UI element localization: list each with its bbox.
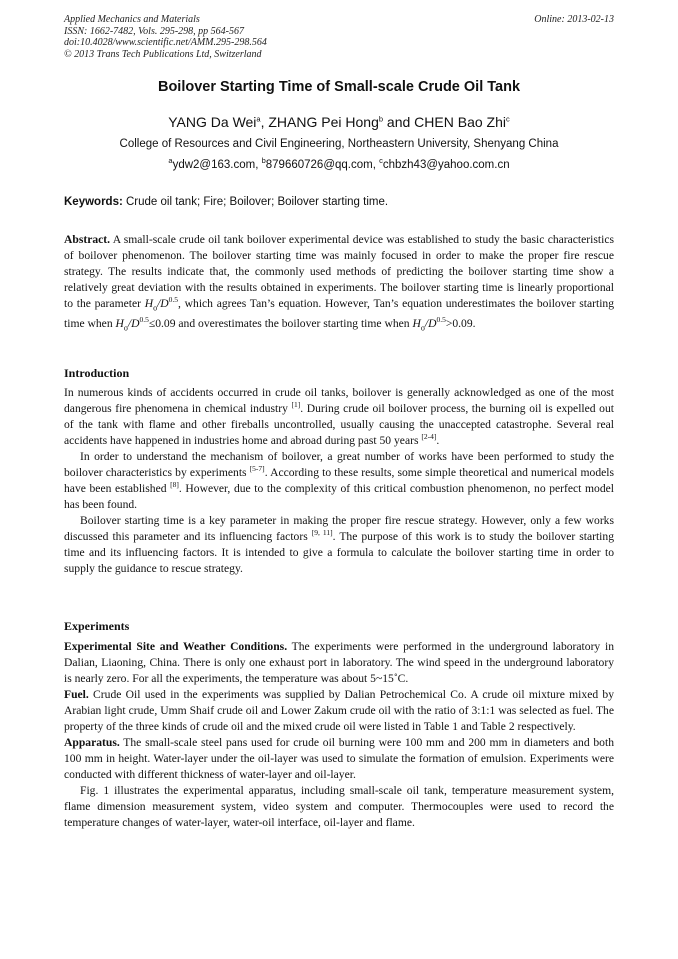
copyright: © 2013 Trans Tech Publications Ltd, Switzerland — [64, 48, 262, 60]
email-mark: b — [261, 156, 266, 166]
param-h: H — [412, 317, 421, 331]
param-sub: o — [123, 323, 128, 333]
journal-meta — [64, 14, 267, 60]
section-heading-experiments: Experiments — [64, 619, 130, 633]
citation[interactable]: [9, 11] — [311, 528, 333, 538]
email-address[interactable]: ydw2@163.com — [172, 159, 256, 171]
author-mark: c — [505, 114, 510, 124]
author-list — [0, 114, 678, 130]
email-address[interactable]: chbzh43@yahoo.com.cn — [382, 159, 510, 171]
issn: ISSN: 1662-7482, Vols. 295-298, pp 564-567 — [64, 25, 244, 37]
param-sub: o — [153, 303, 158, 313]
keywords-label: Keywords: — [64, 196, 123, 208]
online-date: Online: 2013-02-13 — [534, 14, 614, 25]
author-separator: and — [383, 114, 415, 130]
condition-gt: >0.09. — [445, 317, 476, 331]
email-list — [0, 156, 678, 171]
citation[interactable]: [2-4] — [421, 432, 437, 442]
section-heading-introduction: Introduction — [64, 366, 130, 380]
author-mark: b — [378, 114, 384, 124]
email-separator: , — [372, 159, 380, 171]
email-address[interactable]: 879660726@qq.com — [265, 159, 373, 171]
introduction-body — [64, 385, 614, 577]
author-name: ZHANG Pei Hong — [268, 114, 379, 130]
param-d: /D — [424, 317, 437, 331]
run-in-heading: Experimental Site and Weather Conditions. — [64, 640, 288, 653]
abstract — [64, 232, 614, 337]
param-d: /D — [127, 317, 140, 331]
citation[interactable]: [8] — [170, 480, 179, 490]
affiliation: College of Resources and Civil Engineering, Northeastern University, Shenyang China — [119, 138, 559, 150]
keywords — [64, 196, 614, 208]
email-separator: , — [255, 159, 262, 171]
author-mark: a — [256, 114, 261, 124]
abstract-text: A small-scale crude oil tank boilover experimental device was established to study the basic characteristics of boilover phenomenon. The boilover starting time was mainly focused in order to make the proper fire rescue strategy. The results indicate that, the commonly used methods of predicting the boilover starting time show a relatively great deviation with the results obtained in experiments. The boilover starting time is linearly proportional to the parameter — [64, 233, 614, 310]
param-h: H — [144, 297, 154, 310]
author-name: YANG Da Wei — [168, 114, 257, 130]
citation[interactable]: [5-7] — [249, 464, 265, 474]
param-exp: 0.5 — [436, 315, 446, 325]
author-separator: , — [260, 114, 269, 130]
paragraph: Boilover starting time is a key parameter in making the proper fire rescue strategy. However, only a few works discussed this parameter and its influencing factors [9, 11]. The purpose of this work is to study the boilover starting time and its influencing factors. It is intended to give a formula to calculate the boilover starting time in order to supply the guidance to rescue strategy. — [64, 514, 615, 575]
param-exp: 0.5 — [168, 295, 179, 305]
paragraph: In order to understand the mechanism of boilover, a great number of works have been performed to study the boilover characteristics by experiments [5-7]. According to these results, some simple theoretical and numerical models have been established [8]. However, due to the complexity of this critical combustion phenomenon, no perfect model has been found. — [64, 450, 614, 511]
abstract-text: and overestimates the boilover starting time when — [175, 317, 413, 331]
paragraph: In numerous kinds of accidents occurred in crude oil tanks, boilover is generally acknowledged as one of the most dangerous fire phenomena in chemical industry [1]. During crude oil boilover process, the burning oil is expelled out of the tank with flame and other fireballs uncontrolled, usually causing the unaccepted catastrophe. Several real accidents have happened in industries home and abroad during past 50 years [2-4]. — [64, 386, 614, 447]
run-in-heading: Fuel. — [64, 688, 89, 701]
email-mark: c — [379, 156, 383, 166]
param-h: H — [115, 317, 124, 331]
keywords-text: Crude oil tank; Fire; Boilover; Boilover starting time. — [122, 196, 389, 208]
paragraph: Fig. 1 illustrates the experimental apparatus, including small-scale oil tank, temperature measurement system, flame dimension measurement system, video system and computer. Thermocouples were used to record the temperature changes of water-layer, water-oil interface, oil-layer and flame. — [64, 784, 614, 829]
paragraph: Apparatus. The small-scale steel pans used for crude oil burning were 100 mm and 200 mm in diameters and both 100 mm in height. Water-layer under the oil-layer was used to simulate the formation of emulsion. Experiments were conducted with different thickness of water-layer and oil-layer. — [64, 736, 614, 781]
journal-name: Applied Mechanics and Materials — [64, 14, 200, 25]
condition-le: ≤0.09 — [148, 317, 176, 331]
paragraph: Experimental Site and Weather Conditions. The experiments were performed in the underground laboratory in Dalian, Liaoning, China. There is only one exhaust port in laboratory. The wind speed in the underground laboratory is nearly zero. For all the experiments, the temperature was about 5~15˚C. — [64, 640, 614, 685]
paragraph: Fuel. Crude Oil used in the experiments was supplied by Dalian Petrochemical Co. A crude oil mixture mixed by Arabian light crude, Umm Shaif crude oil and Lower Zakum crude oil with the ratio of 3:1:1 was selected as fuel. The property of the three kinds of crude oil and the mixed crude oil were listed in Table 1 and Table 2 respectively. — [64, 688, 614, 733]
abstract-label: Abstract. — [64, 233, 111, 246]
param-exp: 0.5 — [139, 315, 149, 325]
author-name: CHEN Bao Zhi — [414, 114, 506, 130]
doi: doi:10.4028/www.scientific.net/AMM.295-298.564 — [64, 37, 267, 48]
run-in-heading: Apparatus. — [64, 736, 120, 749]
paper-title: Boilover Starting Time of Small-scale Crude Oil Tank — [157, 79, 521, 95]
abstract-text: , which agrees Tan’s equation. However, Tan’s equation underestimates the boilover starting time when — [64, 297, 615, 331]
email-mark: a — [168, 156, 173, 166]
param-d: /D — [157, 297, 169, 310]
citation[interactable]: [1] — [291, 400, 301, 410]
experiments-body — [64, 639, 614, 831]
param-sub: o — [420, 323, 425, 333]
